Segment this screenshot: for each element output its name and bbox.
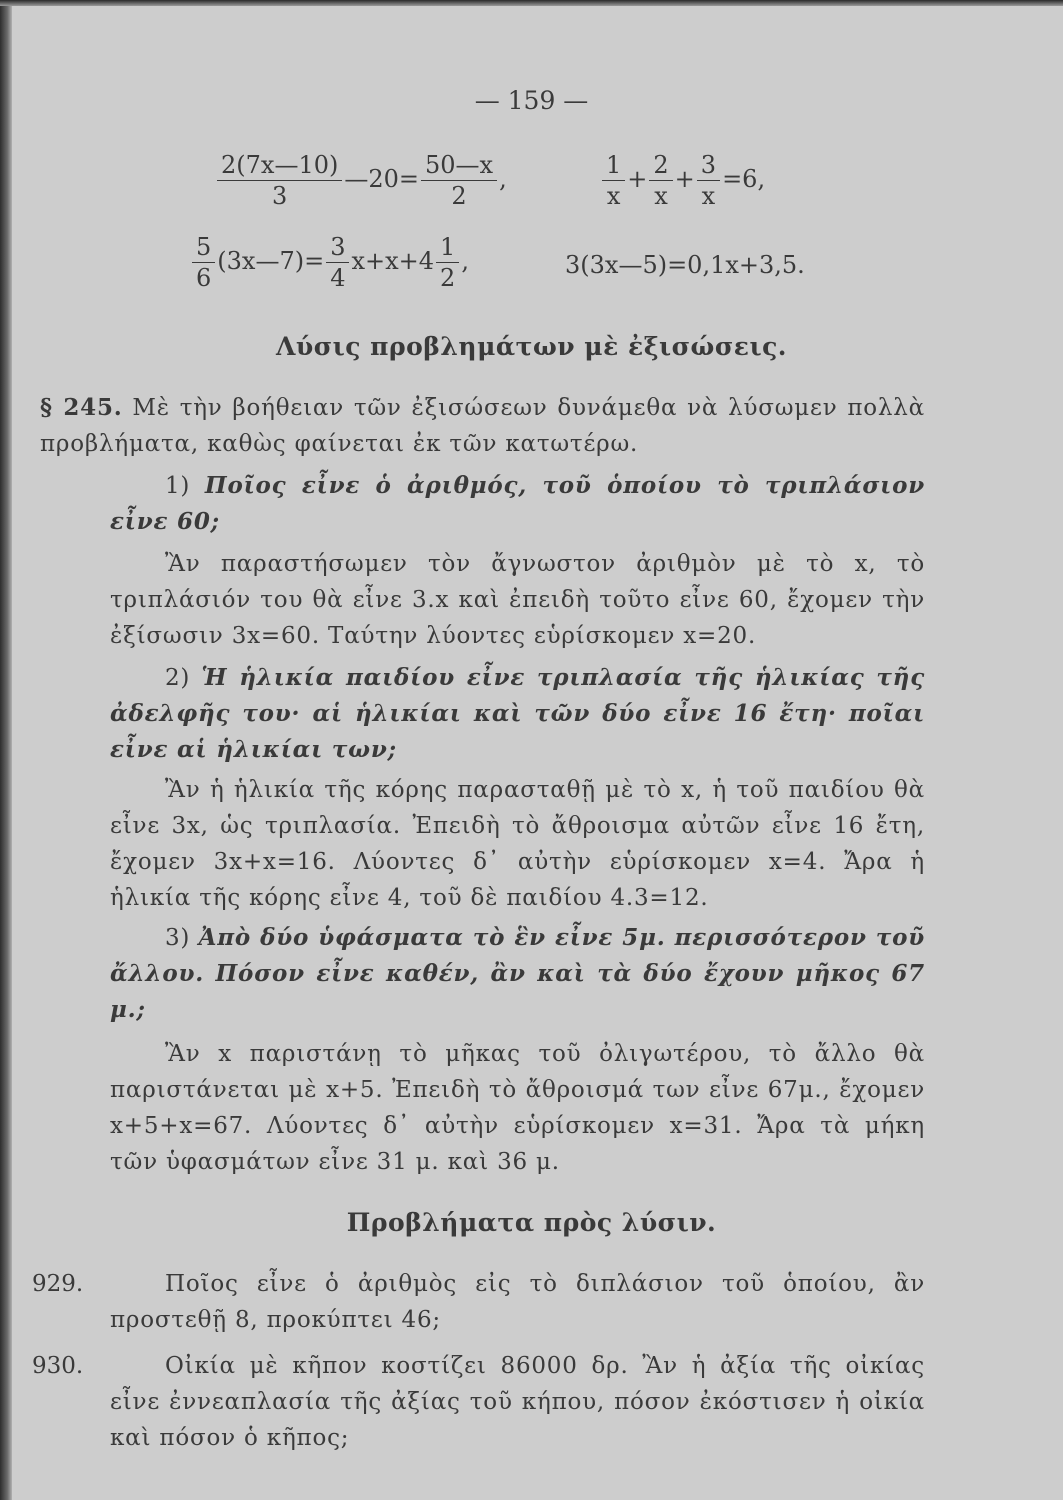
problem-text: Ἡ ἡλικία παιδίου εἶνε τριπλασία τῆς ἡλικίας τῆς ἀδελφῆς του· αἱ ἡλικίαι καὶ τῶν δύο εἶνε 16 ἔτη· ποῖαι εἶνε αἱ ἡλικίαι των; <box>110 664 925 763</box>
exercise-929-text: Ποῖος εἶνε ὁ ἀριθμὸς εἰς τὸ διπλάσιον τοῦ ὁποίου, ἂν προστεθῇ 8, προκύπτει 46; <box>110 1271 925 1333</box>
page-edge-shadow <box>0 0 12 1500</box>
problem-2-question <box>110 660 925 768</box>
denominator: 4 <box>330 264 346 292</box>
equation-text: —20= <box>344 165 419 193</box>
page-number: — 159 — <box>474 86 589 115</box>
equation-1 <box>215 150 507 211</box>
numerator: 2(7x—10) <box>217 150 342 181</box>
equation-text: + <box>627 165 648 193</box>
denominator: x <box>654 182 668 210</box>
section-heading: Λύσις προβλημάτων μὲ ἐξισώσεις. <box>275 332 787 361</box>
numerator: 5 <box>192 232 215 263</box>
fraction <box>436 232 459 293</box>
numerator: 3 <box>697 150 720 181</box>
fraction <box>602 150 625 211</box>
equation-text: , <box>499 165 507 193</box>
problem-1-question <box>110 468 925 540</box>
problem-3-question <box>110 920 925 1028</box>
fraction <box>217 150 342 211</box>
numerator: 50—x <box>421 150 497 181</box>
numerator: 3 <box>326 232 349 263</box>
denominator: 2 <box>440 264 456 292</box>
equation-3 <box>190 232 469 293</box>
exercise-930-text: Οἰκία μὲ κῆπον κοστίζει 86000 δρ. Ἂν ἡ ἀξία τῆς οἰκίας εἶνε ἐννεαπλασία τῆς ἀξίας τοῦ κήπου, πόσον ἐκόστισεν ἡ οἰκία καὶ πόσον ὁ κῆπος; <box>110 1353 925 1451</box>
fraction <box>697 150 720 211</box>
problem-number: 3) <box>165 925 191 951</box>
equation-2 <box>600 150 765 211</box>
fraction <box>326 232 349 293</box>
section-intro-text: Μὲ τὴν βοήθειαν τῶν ἐξισώσεων δυνάμεθα νὰ λύσωμεν πολλὰ προβλήματα, καθὼς φαίνεται ἐκ τῶν κατωτέρω. <box>40 395 925 457</box>
exercises-heading: Προβλήματα πρὸς λύσιν. <box>346 1208 717 1237</box>
problem-text: Ἀπὸ δύο ὑφάσματα τὸ ἓν εἶνε 5μ. περισσότερον τοῦ ἄλλου. Πόσον εἶνε καθέν, ἂν καὶ τὰ δύο ἔχουν μῆκος 67 μ.; <box>110 924 925 1023</box>
denominator: 2 <box>451 182 467 210</box>
equation-text: (3x—7)= <box>217 247 325 275</box>
equation-text: + <box>674 165 695 193</box>
denominator: x <box>701 182 716 210</box>
numerator: 2 <box>649 150 672 181</box>
problem-1-solution: Ἂν παραστήσωμεν τὸν ἄγνωστον ἀριθμὸν μὲ τὸ x, τὸ τριπλάσιόν του θὰ εἶνε 3.x καὶ ἐπειδὴ τοῦτο εἶνε 60, ἔχομεν τὴν ἐξίσωσιν 3x=60. Ταύτην λύοντες εὑρίσκομεν x=20. <box>110 551 925 649</box>
problem-text: Ποῖος εἶνε ὁ ἀριθμός, τοῦ ὁποίου τὸ τριπλάσιον εἶνε 60; <box>110 472 925 535</box>
denominator: 3 <box>272 182 288 210</box>
numerator: 1 <box>602 150 625 181</box>
fraction <box>649 150 672 211</box>
exercise-number: 930. <box>32 1353 84 1379</box>
problem-3-solution: Ἂν x παριστάνῃ τὸ μῆκας τοῦ ὀλιγωτέρου, τὸ ἄλλο θὰ παριστάνεται μὲ x+5. Ἐπειδὴ τὸ ἄθροισμά των εἶνε 67μ., ἔχομεν x+5+x=67. Λύοντες δ᾽ αὐτὴν εὑρίσκομεν x=31. Ἄρα τὰ μήκη τῶν ὑφασμάτων εἶνε 31 μ. καὶ 36 μ. <box>110 1041 925 1175</box>
fraction <box>421 150 497 211</box>
fraction <box>192 232 215 293</box>
equation-text: , <box>461 247 469 275</box>
numerator: 1 <box>436 232 459 263</box>
equation-text: =6, <box>722 165 766 193</box>
equation-4: 3(3x—5)=0,1x+3,5. <box>565 251 805 279</box>
equation-text: x+x+4 <box>351 247 435 275</box>
denominator: x <box>606 182 621 210</box>
section-intro <box>40 390 925 462</box>
problem-number: 2) <box>165 665 191 691</box>
section-number: § 245. <box>40 394 123 421</box>
page-top-shadow <box>0 0 1063 6</box>
denominator: 6 <box>196 264 212 292</box>
problem-2-solution: Ἂν ἡ ἡλικία τῆς κόρης παρασταθῇ μὲ τὸ x, ἡ τοῦ παιδίου θὰ εἶνε 3x, ὡς τριπλασία. Ἐπειδὴ τὸ ἄθροισμα αὐτῶν εἶνε 16 ἔτη, ἔχομεν 3x+x=16. Λύοντες δ᾽ αὐτὴν εὑρίσκομεν x=4. Ἄρα ἡ ἡλικία τῆς κόρης εἶνε 4, τοῦ δὲ παιδίου 4.3=12. <box>110 777 925 911</box>
exercise-number: 929. <box>32 1271 84 1297</box>
problem-number: 1) <box>165 473 191 499</box>
